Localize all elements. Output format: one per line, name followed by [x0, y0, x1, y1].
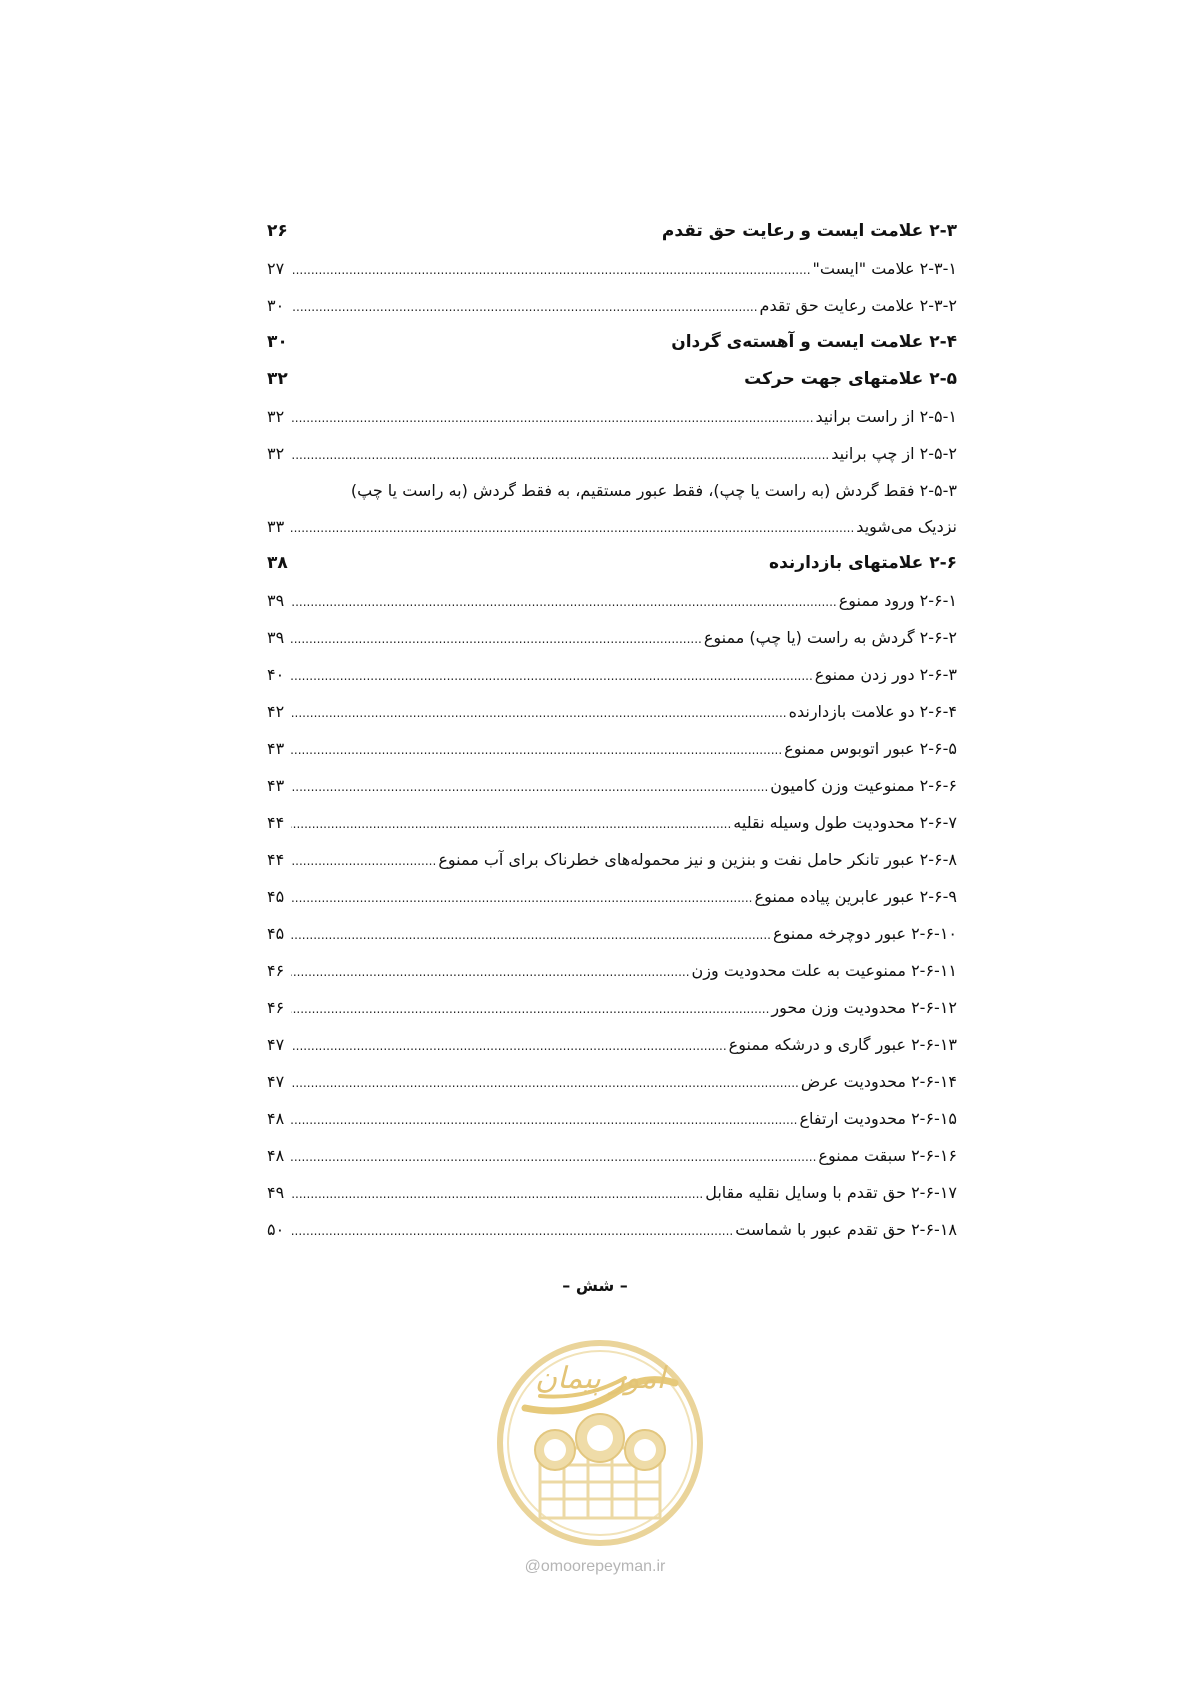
toc-leader-dots — [291, 991, 769, 1028]
toc-entry — [267, 287, 957, 324]
toc-entry — [267, 1063, 957, 1100]
toc-page-number: ۴۷ — [267, 1035, 285, 1054]
watermark-logo — [495, 1338, 705, 1548]
toc-entry-title: ۲-۶-۴ دو علامت بازدارنده — [788, 702, 957, 721]
toc-entry — [267, 1174, 957, 1211]
toc-entry-title: ۲-۶-۹ عبور عابرین پیاده ممنوع — [754, 887, 957, 906]
toc-entry — [267, 693, 957, 730]
toc-leader-dots — [291, 1102, 797, 1139]
toc-page-number: ۳۰ — [267, 332, 288, 352]
toc-page-number: ۳۲ — [267, 369, 288, 389]
toc-entry — [267, 1026, 957, 1063]
toc-page-number: ۳۲ — [267, 407, 285, 426]
toc-entry — [267, 508, 957, 545]
toc-leader-dots — [291, 917, 771, 954]
toc-entry-title: ۲-۶-۱۳ عبور گاری و درشکه ممنوع — [728, 1035, 957, 1054]
toc-entry — [267, 1211, 957, 1248]
toc-section — [267, 213, 957, 250]
toc-entry — [267, 435, 957, 472]
toc-page-number: ۵۰ — [267, 1220, 285, 1239]
toc-entry — [267, 915, 957, 952]
toc-leader-dots — [291, 843, 436, 880]
toc-entry — [267, 1100, 957, 1137]
toc-entry-title: ۲-۶-۱۱ ممنوعیت به علت محدودیت وزن — [691, 961, 957, 980]
toc-entry-title: ۲-۵-۳ فقط گردش (به راست یا چپ)، فقط عبور مستقیم، به فقط گردش (به راست یا چپ) — [350, 481, 957, 500]
toc-page-number: ۴۳ — [267, 739, 285, 758]
toc-page-number: ۴۵ — [267, 887, 285, 906]
toc-page-number: ۴۰ — [267, 665, 285, 684]
toc-leader-dots — [291, 1139, 816, 1176]
toc-entry — [267, 582, 957, 619]
watermark-site: @omoorepeyman.ir — [524, 1558, 666, 1575]
toc-page-number: ۳۲ — [267, 444, 285, 463]
toc-leader-dots — [291, 1028, 727, 1065]
toc-entry-title: ۲-۶-۸ عبور تانکر حامل نفت و بنزین و نیز محموله‌های خطرناک برای آب ممنوع — [438, 850, 957, 869]
toc-entry — [267, 804, 957, 841]
toc-leader-dots — [291, 658, 813, 695]
toc-leader-dots — [291, 252, 811, 289]
toc-page-number: ۳۹ — [267, 628, 285, 647]
toc-page-number: ۲۶ — [267, 221, 288, 241]
toc-leader-dots — [291, 510, 854, 547]
toc-entry-title: ۲-۶ علامتهای بازدارنده — [769, 553, 957, 573]
toc-leader-dots — [291, 769, 768, 806]
toc-entry-title: ۲-۶-۱۰ عبور دوچرخه ممنوع — [772, 924, 957, 943]
toc-entry — [267, 841, 957, 878]
toc-entry-title: ۲-۳-۲ علامت رعایت حق تقدم — [759, 296, 957, 315]
toc-entry — [267, 767, 957, 804]
toc-leader-dots — [291, 1176, 703, 1213]
toc-entry-title: ۲-۶-۳ دور زدن ممنوع — [814, 665, 957, 684]
toc-leader-dots — [291, 584, 837, 621]
toc-page-number: ۴۸ — [267, 1109, 285, 1128]
toc-entry — [267, 989, 957, 1026]
toc-entry — [267, 1137, 957, 1174]
toc-page-number: ۴۶ — [267, 961, 285, 980]
toc-entry-title: ۲-۶-۱۷ حق تقدم با وسایل نقلیه مقابل — [705, 1183, 957, 1202]
toc-entry-title: ۲-۳ علامت ایست و رعایت حق تقدم — [661, 221, 957, 241]
toc-page-number: ۳۹ — [267, 591, 285, 610]
toc-entry — [267, 952, 957, 989]
toc-page-number: ۴۴ — [267, 813, 285, 832]
toc-page-number: ۳۸ — [267, 553, 288, 573]
toc-leader-dots — [291, 732, 782, 769]
toc-page-number: ۴۳ — [267, 776, 285, 795]
toc-section — [267, 324, 957, 361]
toc-leader-dots — [291, 621, 702, 658]
toc-page-number: ۳۰ — [267, 296, 285, 315]
toc-leader-dots — [291, 880, 753, 917]
toc-leader-dots — [291, 1065, 799, 1102]
toc-entry-title: ۲-۶-۲ گردش به راست (یا چپ) ممنوع — [703, 628, 957, 647]
toc-leader-dots — [291, 437, 829, 474]
toc-entry — [267, 730, 957, 767]
toc-entry-title: ۲-۶-۱۶ سبقت ممنوع — [818, 1146, 957, 1165]
toc-entry-wrapped — [267, 472, 957, 508]
toc-leader-dots — [291, 954, 690, 991]
toc-entry — [267, 398, 957, 435]
toc-page-number: ۴۸ — [267, 1146, 285, 1165]
toc-page-number: ۴۴ — [267, 850, 285, 869]
toc-entry-title: ۲-۶-۷ محدودیت طول وسیله نقلیه — [733, 813, 957, 832]
toc-leader-dots — [291, 400, 814, 437]
toc-page-number: ۴۲ — [267, 702, 285, 721]
toc-entry-title: ۲-۳-۱ علامت "ایست" — [812, 259, 957, 278]
toc-section — [267, 361, 957, 398]
toc-page-number: ۳۳ — [267, 517, 285, 536]
toc-section — [267, 545, 957, 582]
toc-entry-title: ۲-۵ علامتهای جهت حرکت — [744, 369, 957, 389]
toc-entry-title: ۲-۶-۱۵ محدودیت ارتفاع — [799, 1109, 957, 1128]
toc-page-number: ۲۷ — [267, 259, 285, 278]
svg-text:امور پیمان: امور پیمان — [535, 1361, 665, 1396]
toc-entry — [267, 619, 957, 656]
toc-entry-title: ۲-۶-۶ ممنوعیت وزن کامیون — [770, 776, 957, 795]
toc-entry-title: ۲-۵-۱ از راست برانید — [815, 407, 957, 426]
toc-page-number: ۴۵ — [267, 924, 285, 943]
toc-entry — [267, 250, 957, 287]
toc-entry — [267, 656, 957, 693]
toc-page-number: ۴۷ — [267, 1072, 285, 1091]
toc-entry-title: ۲-۶-۱۲ محدودیت وزن محور — [771, 998, 957, 1017]
toc-leader-dots — [291, 806, 731, 843]
toc-entry-title: ۲-۵-۲ از چپ برانید — [831, 444, 957, 463]
toc-entry-title: ۲-۶-۱ ورود ممنوع — [838, 591, 957, 610]
toc-entry-title: ۲-۴ علامت ایست و آهسته‌ی گردان — [671, 332, 957, 352]
table-of-contents — [267, 213, 957, 1248]
toc-leader-dots — [291, 1213, 733, 1250]
toc-page-number: ۴۶ — [267, 998, 285, 1017]
toc-page-number: ۴۹ — [267, 1183, 285, 1202]
toc-entry-title: ۲-۶-۵ عبور اتوبوس ممنوع — [784, 739, 957, 758]
toc-leader-dots — [291, 695, 787, 732]
toc-entry-title: نزدیک می‌شوید — [856, 517, 957, 536]
toc-entry-title: ۲-۶-۱۸ حق تقدم عبور با شماست — [735, 1220, 957, 1239]
toc-entry — [267, 878, 957, 915]
toc-entry-title: ۲-۶-۱۴ محدودیت عرض — [800, 1072, 957, 1091]
toc-leader-dots — [291, 289, 758, 326]
page-number-footer: – شش – — [562, 1276, 628, 1295]
